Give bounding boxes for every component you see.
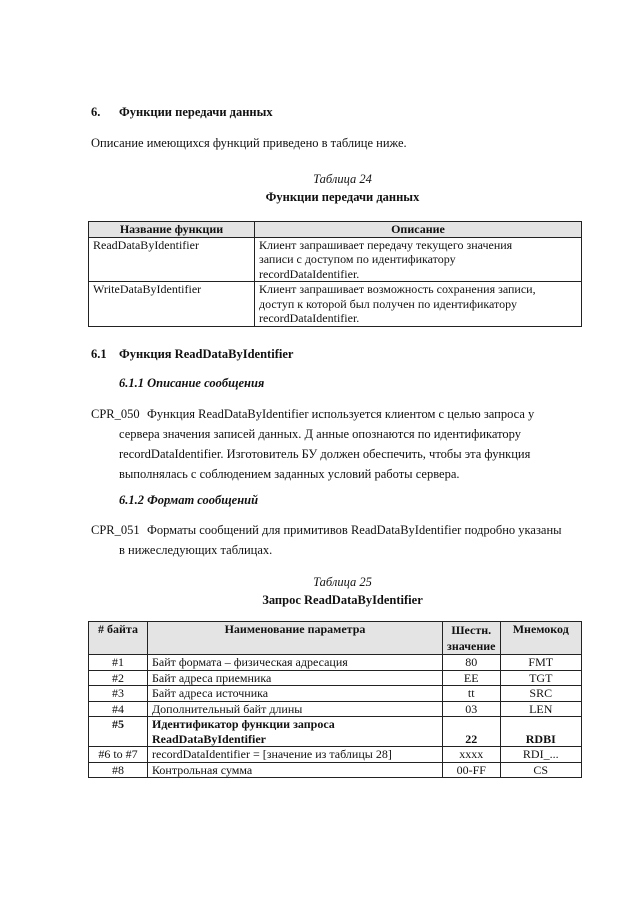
table-24 xyxy=(88,221,582,327)
table-row xyxy=(89,701,582,717)
byte-cell: #2 xyxy=(89,670,148,686)
parameter-cell: Дополнительный байт длины xyxy=(148,701,443,717)
mnemonic-cell: TGT xyxy=(500,670,582,686)
mnemonic-cell: RDBI xyxy=(500,717,582,747)
mnemonic-cell: RDI_... xyxy=(500,747,582,763)
requirement-id-cpr051: CPR_051 xyxy=(91,523,140,537)
table-row xyxy=(89,747,582,763)
header-mnemonic: Мнемокод xyxy=(500,622,582,655)
parameter-line: ReadDataByIdentifier xyxy=(152,731,266,746)
requirement-id-cpr050: CPR_050 xyxy=(91,407,140,421)
cpr051-second-line: в нижеследующих таблицах. xyxy=(119,543,273,557)
table-row xyxy=(89,762,582,778)
description-line: записи с доступом по идентификатору xyxy=(259,252,456,266)
parameter-cell: Контрольная сумма xyxy=(148,762,443,778)
description-line: recordDataIdentifier. xyxy=(259,266,360,281)
description-line: Клиент запрашивает возможность сохранения записи, xyxy=(259,282,536,296)
section-6-1-number: 6.1 xyxy=(91,347,107,361)
table-row xyxy=(89,282,582,327)
cpr050-text xyxy=(119,424,530,484)
mnemonic-cell: FMT xyxy=(500,655,582,671)
hex-cell: 00-FF xyxy=(443,762,501,778)
section-6-1-1-title: 6.1.1 Описание сообщения xyxy=(119,376,265,390)
description-line: recordDataIdentifier. xyxy=(259,311,360,325)
section-6-1-2-title: 6.1.2 Формат сообщений xyxy=(119,493,259,507)
section-6-number: 6. xyxy=(91,105,101,119)
header-parameter: Наименование параметра xyxy=(148,622,443,655)
hex-cell: 03 xyxy=(443,701,501,717)
table-row xyxy=(89,655,582,671)
table-25-caption: Таблица 25 xyxy=(313,575,372,589)
hex-cell: tt xyxy=(443,686,501,702)
parameter-cell: Байт формата – физическая адресация xyxy=(148,655,443,671)
mnemonic-cell: SRC xyxy=(500,686,582,702)
cpr050-first-line: Функция ReadDataByIdentifier используется клиентом с целью запроса у xyxy=(147,407,535,421)
table-25 xyxy=(88,621,582,778)
parameter-cell: Байт адреса приемника xyxy=(148,670,443,686)
table-25-title: Запрос ReadDataByIdentifier xyxy=(262,593,423,607)
parameter-cell xyxy=(148,717,443,747)
byte-cell: #8 xyxy=(89,762,148,778)
table-row xyxy=(89,686,582,702)
byte-cell: #3 xyxy=(89,686,148,702)
header-description: Описание xyxy=(255,222,582,238)
table-row xyxy=(89,717,582,747)
section-6-1-title: Функция ReadDataByIdentifier xyxy=(119,347,294,361)
byte-cell: #4 xyxy=(89,701,148,717)
byte-cell: #6 to #7 xyxy=(89,747,148,763)
table-header-row xyxy=(89,622,582,655)
cpr051-first-line: Форматы сообщений для примитивов ReadDataByIdentifier подробно указаны xyxy=(147,523,562,537)
function-name-cell: WriteDataByIdentifier xyxy=(89,282,255,327)
section-6-title: Функции передачи данных xyxy=(119,105,273,119)
table-row xyxy=(89,237,582,282)
table-24-title: Функции передачи данных xyxy=(265,190,420,204)
description-line: Клиент запрашивает передачу текущего значения xyxy=(259,237,513,252)
cpr050-line: сервера значения записей данных. Д анные опознаются по идентификатору xyxy=(119,427,522,441)
byte-cell: #5 xyxy=(89,717,148,747)
header-hex-value: Шестн. значение xyxy=(443,622,501,655)
description-line: доступ к которой был получен по идентификатору xyxy=(259,296,517,311)
hex-cell: EE xyxy=(443,670,501,686)
cpr050-line: recordDataIdentifier. Изготовитель БУ должен обеспечить, чтобы эта функция xyxy=(119,447,531,461)
hex-cell: 80 xyxy=(443,655,501,671)
parameter-cell: Байт адреса источника xyxy=(148,686,443,702)
parameter-line: Идентификатор функции запроса xyxy=(152,717,335,731)
mnemonic-cell: CS xyxy=(500,762,582,778)
parameter-cell: recordDataIdentifier = [значение из таблицы 28] xyxy=(148,747,443,763)
header-byte: # байта xyxy=(89,622,148,655)
description-cell xyxy=(255,282,582,327)
hex-cell: 22 xyxy=(443,717,501,747)
mnemonic-cell: LEN xyxy=(500,701,582,717)
table-header-row xyxy=(89,222,582,238)
function-name-cell: ReadDataByIdentifier xyxy=(89,237,255,282)
table-row xyxy=(89,670,582,686)
section-6-intro: Описание имеющихся функций приведено в таблице ниже. xyxy=(91,136,407,150)
table-24-caption: Таблица 24 xyxy=(313,172,372,186)
header-function-name: Название функции xyxy=(89,222,255,238)
hex-cell: xxxx xyxy=(443,747,501,763)
cpr050-line: выполнялась с соблюдением заданных условий работы сервера. xyxy=(119,467,460,481)
byte-cell: #1 xyxy=(89,655,148,671)
description-cell xyxy=(255,237,582,282)
